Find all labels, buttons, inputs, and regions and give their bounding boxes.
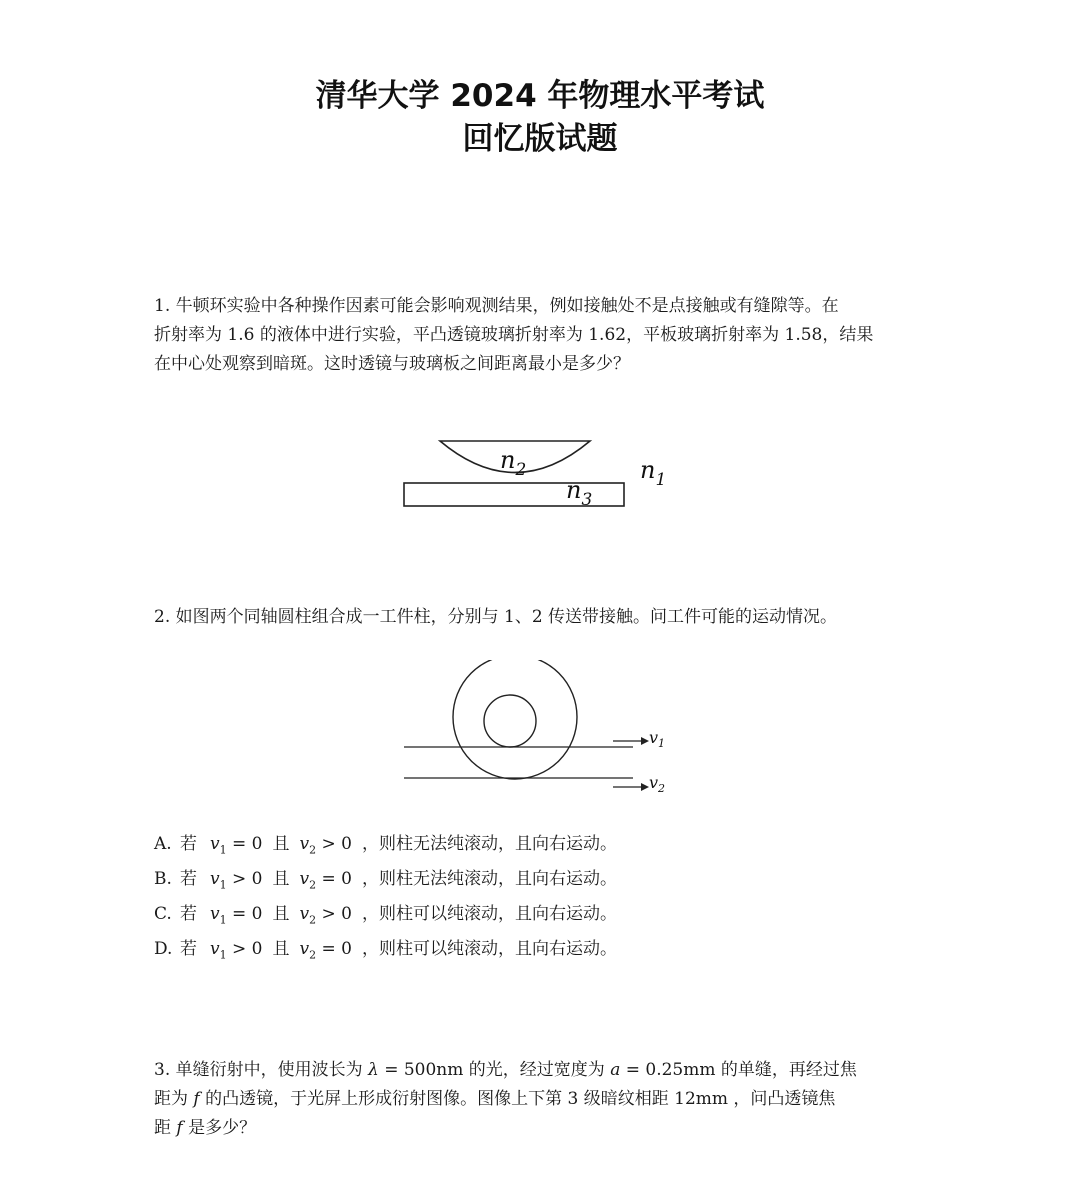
- question-3-line-1: 3. 单缝衍射中，使用波长为 λ = 500nm 的光，经过宽度为 a = 0.25mm 的单缝，再经过焦: [154, 1060, 857, 1080]
- plate-index-label: $n_3$: [566, 476, 593, 510]
- inner-cylinder: [484, 695, 536, 747]
- belt-2-arrowhead: [641, 783, 649, 791]
- coaxial-cylinder-figure: [395, 660, 685, 805]
- option-c: C. 若 $v_1 = 0$ 且 $v_2 > 0$ ，则柱可以纯滚动，且向右运动。: [154, 903, 617, 927]
- option-a: A. 若 $v_1 = 0$ 且 $v_2 > 0$ ，则柱无法纯滚动，且向右运动。: [154, 834, 617, 857]
- question-3-line-3: 距 f 是多少？: [154, 1118, 257, 1138]
- question-2: [154, 603, 934, 632]
- question-1-line-3: 在中心处观察到暗斑。这时透镜与玻璃板之间距离最小是多少？: [154, 354, 630, 374]
- medium-index-label: $n_1$: [640, 456, 667, 490]
- option-b: B. 若 $v_1 > 0$ 且 $v_2 = 0$ ，则柱无法纯滚动，且向右运动。: [154, 868, 617, 892]
- question-2-line-1: 2. 如图两个同轴圆柱组合成一工件柱，分别与 1、2 传送带接触。问工件可能的运动情况。: [154, 607, 838, 627]
- belt-1-arrowhead: [641, 737, 649, 745]
- question-3-line-2: 距为 f 的凸透镜，于光屏上形成衍射图像。图像上下第 3 级暗纹相距 12mm ，问凸透镜焦: [154, 1089, 836, 1109]
- belt-1-velocity-label: $v_1$: [649, 728, 666, 750]
- question-1-line-1: 1. 牛顿环实验中各种操作因素可能会影响观测结果，例如接触处不是点接触或有缝隙等。在: [154, 296, 839, 316]
- lens-index-label: $n_2$: [500, 446, 527, 480]
- option-d: D. 若 $v_1 > 0$ 且 $v_2 = 0$ ，则柱可以纯滚动，且向右运动。: [154, 938, 617, 962]
- newton-ring-figure: [390, 430, 690, 520]
- page-title: 清华大学 2024 年物理水平考试: [315, 78, 765, 114]
- page-subtitle: 回忆版试题: [462, 121, 618, 157]
- question-3: [154, 1056, 934, 1143]
- question-1-line-2: 折射率为 1.6 的液体中进行实验，平凸透镜玻璃折射率为 1.62，平板玻璃折射率为 1.58，结果: [154, 325, 874, 345]
- belt-2-velocity-label: $v_2$: [649, 773, 666, 795]
- outer-cylinder: [453, 660, 577, 779]
- question-1: [154, 292, 934, 379]
- question-2-options: [154, 830, 854, 970]
